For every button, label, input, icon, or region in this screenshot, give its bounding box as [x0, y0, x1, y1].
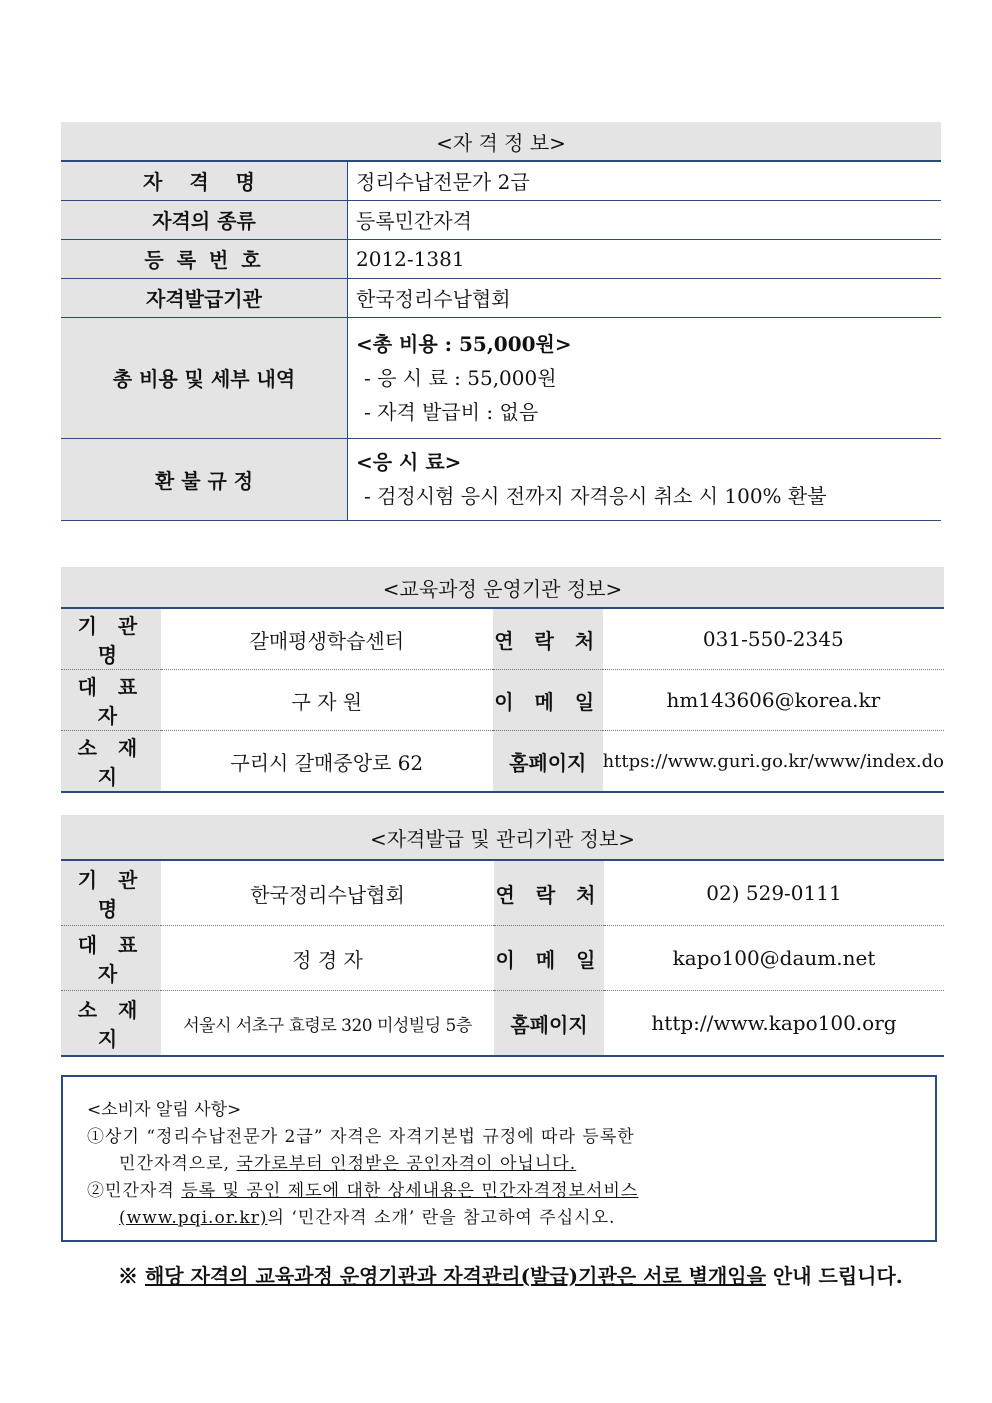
notice-item-1-text: 민간자격으로,	[119, 1154, 237, 1174]
edu-homepage-label: 홈페이지	[493, 731, 603, 793]
iss-address-label: 소 재 지	[61, 991, 161, 1057]
cost-total: <총 비용 : 55,000원>	[356, 331, 572, 356]
edu-contact-label: 연 락 처	[493, 608, 603, 670]
consumer-notice-box	[61, 1075, 937, 1242]
qualification-type-value: 등록민간자격	[348, 200, 942, 239]
cost-details	[348, 317, 942, 438]
footer-mark: ※	[118, 1264, 145, 1288]
qualification-name-value: 정리수납전문가 2급	[348, 161, 942, 200]
iss-homepage-label: 홈페이지	[494, 991, 604, 1057]
notice-item-2-tail: 의 ‘민간자격 소개’ 란을 참고하여 주십시오.	[267, 1208, 616, 1228]
edu-email-value[interactable]: hm143606@korea.kr	[603, 670, 944, 731]
qualification-type-label: 자격의 종류	[61, 200, 348, 239]
edu-representative-value: 구 자 원	[161, 670, 493, 731]
refund-head: <응 시 료>	[356, 450, 462, 474]
notice-item-2-prefix: ②민간자격	[87, 1181, 182, 1201]
registration-number-value: 2012-1381	[348, 239, 942, 278]
issuer-value: 한국정리수납협회	[348, 278, 942, 317]
edu-email-label: 이 메 일	[493, 670, 603, 731]
refund-policy: - 검정시험 응시 전까지 자격응시 취소 시 100% 환불	[364, 484, 827, 508]
notice-title: <소비자 알림 사항>	[87, 1100, 242, 1120]
iss-homepage-link[interactable]: http://www.kapo100.org	[604, 991, 944, 1057]
notice-item-1-line-1: ①상기 “정리수납전문가 2급” 자격은 자격기본법 규정에 따라 등록한	[87, 1127, 635, 1147]
footer-rest: 안내 드립니다.	[765, 1264, 903, 1288]
pqi-link[interactable]: (www.pqi.or.kr)	[119, 1208, 268, 1228]
iss-address-value: 서울시 서초구 효령로 320 미성빌딩 5층	[161, 991, 494, 1057]
notice-item-2-emphasis: 등록 및 공인 제도에 대한 상세내용은 민간자격정보서비스	[181, 1181, 639, 1201]
iss-representative-label: 대 표 자	[61, 926, 161, 991]
edu-representative-label: 대 표 자	[61, 670, 161, 731]
notice-item-2-line-1	[87, 1178, 935, 1205]
education-info-title: <교육과정 운영기관 정보>	[61, 567, 944, 608]
cost-issue-fee: - 자격 발급비 : 없음	[364, 399, 539, 424]
iss-representative-value: 정 경 자	[161, 926, 494, 991]
education-info-table	[61, 567, 944, 793]
edu-homepage-link[interactable]: https://www.guri.go.kr/www/index.do	[603, 731, 944, 793]
qualification-info-table	[61, 122, 941, 521]
edu-org-name-label: 기 관 명	[61, 608, 161, 670]
cost-label: 총 비용 및 세부 내역	[61, 317, 348, 438]
issuer-label: 자격발급기관	[61, 278, 348, 317]
registration-number-label: 등 록 번 호	[61, 239, 348, 278]
notice-item-1-emphasis: 국가로부터 인정받은 공인자격이 아닙니다.	[236, 1154, 577, 1174]
iss-contact-label: 연 락 처	[494, 860, 604, 926]
iss-contact-value: 02) 529-0111	[604, 860, 944, 926]
iss-email-label: 이 메 일	[494, 926, 604, 991]
issuer-info-title: <자격발급 및 관리기관 정보>	[61, 815, 944, 860]
qualification-info-title: <자 격 정 보>	[61, 122, 941, 161]
edu-address-label: 소 재 지	[61, 731, 161, 793]
iss-org-name-value: 한국정리수납협회	[161, 860, 494, 926]
iss-org-name-label: 기 관 명	[61, 860, 161, 926]
notice-item-1-line-2	[87, 1151, 935, 1178]
refund-label: 환 불 규 정	[61, 438, 348, 520]
iss-email-value[interactable]: kapo100@daum.net	[604, 926, 944, 991]
footer-underlined: 해당 자격의 교육과정 운영기관과 자격관리(발급)기관은 서로 별개임을	[144, 1264, 766, 1288]
edu-org-name-value: 갈매평생학습센터	[161, 608, 493, 670]
notice-item-2-line-2	[87, 1205, 935, 1232]
cost-exam-fee: - 응 시 료 : 55,000원	[364, 365, 557, 390]
qualification-name-label: 자 격 명	[61, 161, 348, 200]
footer-note	[118, 1260, 903, 1289]
issuer-info-table	[61, 815, 944, 1057]
refund-details	[348, 438, 942, 520]
edu-contact-value: 031-550-2345	[603, 608, 944, 670]
edu-address-value: 구리시 갈매중앙로 62	[161, 731, 493, 793]
